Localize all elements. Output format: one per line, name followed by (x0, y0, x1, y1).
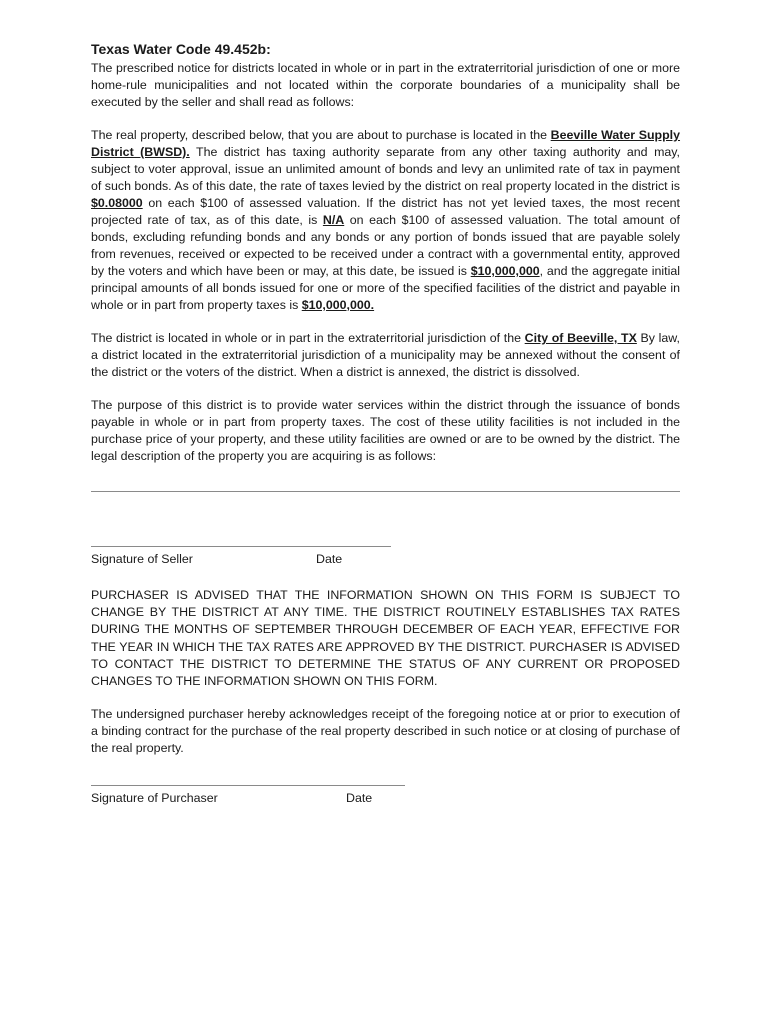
projected-rate-value: N/A (322, 213, 345, 227)
notice-paragraph-3: The purpose of this district is to provide water services within the district through the issuance of bonds payable in whole or in part from property taxes. The cost of these utility facilities is not included in the purchase price of your property, and these utility facilities are owned or are to be owned by the district. The legal description of the property you are acquiring is as follows: (91, 398, 680, 463)
seller-signature-block (91, 546, 680, 568)
notice-text: The real property, described below, that you are about to purchase is located in the (91, 128, 551, 142)
purchaser-signature-block (91, 785, 680, 807)
notice-text: , and the aggregate initial principal amounts of all bonds issued for one or more of the specified facilities of the district and payable in whole or in part from property taxes is (91, 264, 680, 312)
tax-rate-value: $0.08000 (91, 196, 143, 210)
district-name: Beeville Water Supply District (BWSD). (91, 128, 681, 159)
purchaser-signature-label: Signature of Purchaser (91, 791, 218, 806)
bonds-approved-value: $10,000,000 (470, 264, 540, 278)
purchaser-signature-field[interactable] (91, 785, 405, 786)
notice-paragraph-2 (91, 330, 680, 381)
seller-signature-field[interactable] (91, 546, 391, 547)
document-page (91, 40, 680, 807)
notice-text: on each $100 of assessed valuation. The total amount of bonds, excluding refunding bonds and any bonds or any portion of bonds issued that are payable solely from revenues, received or expected to be received under a contract with a governmental entity, approved by the voters and which have been or may, at this date, be issued is (91, 213, 680, 278)
notice-text: The district has taxing authority separate from any other taxing authority and may, subject to voter approval, issue an unlimited amount of bonds and levy an unlimited rate of tax in payment of such bonds. As of this date, the rate of taxes levied by the district on real property located in the district is (91, 145, 680, 193)
notice-text: on each $100 of assessed valuation. If the district has not yet levied taxes, the most recent projected rate of tax, as of this date, is (91, 196, 680, 227)
notice-paragraph-1 (91, 127, 680, 314)
seller-date-label: Date (316, 552, 343, 566)
legal-description-field[interactable] (91, 491, 680, 492)
purchaser-advisory: PURCHASER IS ADVISED THAT THE INFORMATION SHOWN ON THIS FORM IS SUBJECT TO CHANGE BY THE DISTRICT AT ANY TIME. THE DISTRICT ROUTINELY ESTABLISHES TAX RATES DURING THE MONTHS OF SEPTEMBER THROUGH DECEMBER OF EACH YEAR, EFFECTIVE FOR THE YEAR IN WHICH THE TAX RATES ARE APPROVED BY THE DISTRICT. PURCHASER IS ADVISED TO CONTACT THE DISTRICT TO DETERMINE THE STATUS OF ANY CURRENT OR PROPOSED CHANGES TO THE INFORMATION SHOWN ON THIS FORM. (91, 588, 680, 689)
acknowledgment-paragraph: The undersigned purchaser hereby acknowledges receipt of the foregoing notice at or prior to execution of a binding contract for the purchase of the real property described in such notice or at closing of purchase of the real property. (91, 707, 680, 756)
city-name: City of Beeville, TX (524, 331, 637, 345)
notice-text: By law, a district located in the extraterritorial jurisdiction of a municipality may be annexed without the consent of the district or the voters of the district. When a district is annexed, the district is dissolved. (91, 331, 681, 379)
bonds-issued-value: $10,000,000. (301, 298, 375, 312)
intro-paragraph: The prescribed notice for districts located in whole or in part in the extraterritorial jurisdiction of one or more home-rule municipalities and not located within the corporate boundaries of a municipality shall be executed by the seller and shall read as follows: (91, 61, 680, 109)
purchaser-date-label: Date (346, 791, 373, 806)
notice-text: The district is located in whole or in part in the extraterritorial jurisdiction of the (91, 331, 525, 345)
seller-signature-label: Signature of Seller (91, 552, 193, 566)
document-title: Texas Water Code 49.452b: (91, 41, 271, 57)
